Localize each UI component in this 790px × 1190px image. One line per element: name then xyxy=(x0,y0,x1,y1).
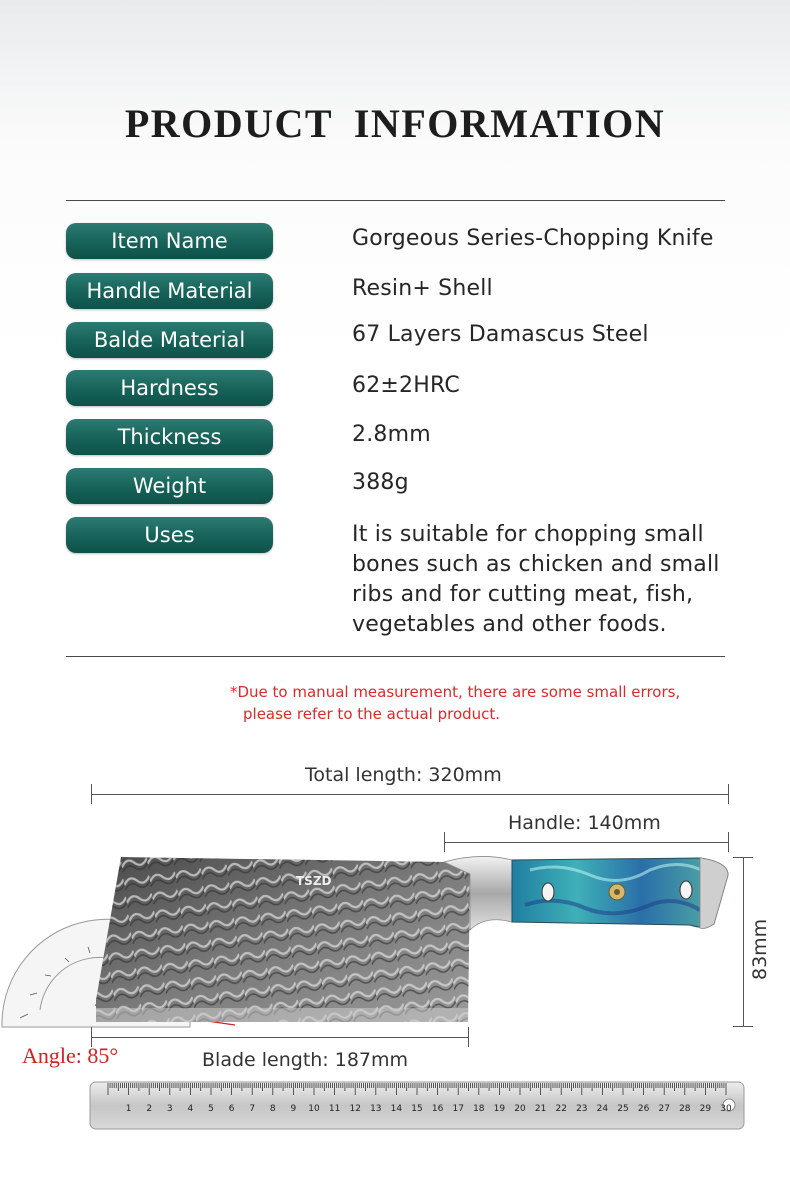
ruler-number: 9 xyxy=(290,1104,297,1114)
ruler-number: 17 xyxy=(452,1104,464,1114)
handle-length-label: Handle: 140mm xyxy=(508,812,661,834)
ruler-number: 25 xyxy=(617,1104,629,1114)
spec-value-thickness: 2.8mm xyxy=(352,422,431,447)
spec-value-blade-material: 67 Layers Damascus Steel xyxy=(352,322,649,347)
knife-handle xyxy=(512,858,728,929)
steel-ruler xyxy=(90,1082,744,1129)
height-label-text: 83mm xyxy=(749,918,771,980)
ruler-number: 2 xyxy=(146,1104,153,1114)
ruler-number: 11 xyxy=(328,1104,341,1114)
note-line-2: please refer to the actual product. xyxy=(243,705,501,723)
spec-label-uses: Uses xyxy=(66,517,273,553)
ruler-number: 3 xyxy=(166,1104,173,1114)
ruler-number: 14 xyxy=(390,1104,403,1114)
spec-label-item-name: Item Name xyxy=(66,223,273,259)
ruler-number: 19 xyxy=(493,1104,506,1114)
ruler-number: 4 xyxy=(187,1104,194,1114)
ruler-number: 28 xyxy=(679,1104,691,1114)
blade-length-label: Blade length: 187mm xyxy=(202,1049,409,1071)
ruler-number: 30 xyxy=(720,1104,732,1114)
ruler-number: 21 xyxy=(534,1104,547,1114)
knife-blade xyxy=(96,857,470,1022)
page-title: PRODUCT INFORMATION xyxy=(124,101,666,146)
spec-value-item-name: Gorgeous Series-Chopping Knife xyxy=(352,226,714,251)
ruler-number: 26 xyxy=(637,1104,650,1114)
uses-line: vegetables and other foods. xyxy=(352,612,667,637)
uses-line: It is suitable for chopping small xyxy=(352,522,704,547)
svg-text:TSZD: TSZD xyxy=(296,874,332,888)
ruler-number: 8 xyxy=(269,1104,276,1114)
total-length-label: Total length: 320mm xyxy=(305,764,502,786)
ruler-number: 29 xyxy=(699,1104,712,1114)
ruler-number: 24 xyxy=(596,1104,609,1114)
ruler-number: 15 xyxy=(411,1104,423,1114)
spec-label-hardness: Hardness xyxy=(66,370,273,406)
spec-value-weight: 388g xyxy=(352,470,409,495)
ruler-number: 20 xyxy=(514,1104,526,1114)
spec-label-thickness: Thickness xyxy=(66,419,273,455)
ruler-number: 7 xyxy=(249,1104,256,1114)
spec-value-handle-material: Resin+ Shell xyxy=(352,276,493,301)
spec-value-hardness: 62±2HRC xyxy=(352,373,460,398)
angle-label: Angle: 85° xyxy=(22,1043,119,1068)
ruler-number: 13 xyxy=(370,1104,382,1114)
spec-label-weight: Weight xyxy=(66,468,273,504)
ruler-number: 10 xyxy=(308,1104,320,1114)
ruler-number: 22 xyxy=(555,1104,567,1114)
ruler-number: 18 xyxy=(473,1104,485,1114)
ruler-number: 23 xyxy=(576,1104,588,1114)
note-line-1: *Due to manual measurement, there are some small errors, xyxy=(230,683,681,701)
ruler-number: 5 xyxy=(208,1104,214,1114)
ruler-number: 16 xyxy=(431,1104,444,1114)
uses-line: ribs and for cutting meat, fish, xyxy=(352,582,694,607)
ruler-number: 27 xyxy=(658,1104,670,1114)
ruler-number: 1 xyxy=(125,1104,132,1114)
spec-label-blade-material: Balde Material xyxy=(66,322,273,358)
ruler-number: 6 xyxy=(228,1104,235,1114)
uses-line: bones such as chicken and small xyxy=(352,552,720,577)
ruler-number: 12 xyxy=(349,1104,361,1114)
spec-label-handle-material: Handle Material xyxy=(66,273,273,309)
